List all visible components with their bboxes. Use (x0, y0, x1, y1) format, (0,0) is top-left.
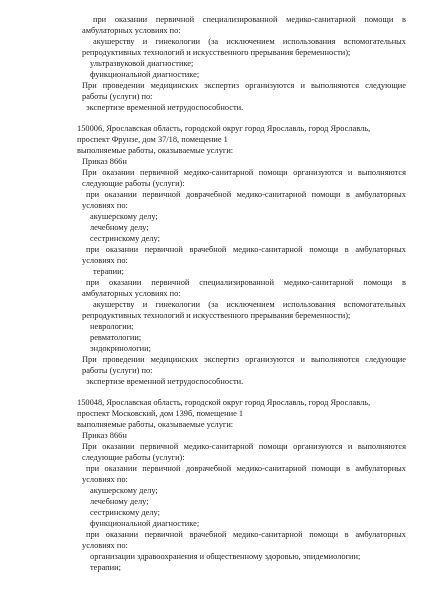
text-line: функциональной диагностике; (90, 519, 200, 528)
text-line: акушерскому делу; (90, 212, 158, 221)
text-line: сестринскому делу; (90, 508, 160, 517)
text-line: условиях по: (82, 201, 128, 210)
text-line: следующие работы (услуги): (82, 453, 185, 462)
text-line: При проведении медицинских экспертиз организуются и выполняются следующие (82, 81, 406, 90)
text-line: При оказании первичной медико-санитарной помощи организуются и выполняются (82, 168, 406, 177)
address-line: 150048, Ярославская область, городской округ город Ярославль, город Ярославль, (77, 398, 371, 407)
order-reference: Приказ 866н (82, 157, 127, 166)
text-line: амбулаторных условиях по: (82, 289, 181, 298)
text-line: акушерству и гинекологии (за исключением использования вспомогательных (93, 37, 406, 46)
text-line: при оказании первичной специализированной медико-санитарной помощи в (86, 278, 406, 287)
text-line: ревматологии; (90, 333, 142, 342)
text-line: терапии; (93, 267, 124, 276)
text-line: акушерству и гинекологии (за исключением использования вспомогательных (93, 300, 406, 309)
text-line: экспертизе временной нетрудоспособности. (86, 377, 244, 386)
text-line: неврологии; (90, 322, 134, 331)
text-line: условиях по: (82, 475, 128, 484)
text-line: при оказании первичной врачебной медико-санитарной помощи в амбулаторных (86, 245, 406, 254)
text-line: При оказании первичной медико-санитарной помощи организуются и выполняются (82, 442, 406, 451)
text-line: выполняемые работы, оказываемые услуги: (77, 146, 234, 155)
text-line: при оказании первичной врачебной медико-санитарной помощи в амбулаторных (86, 530, 406, 539)
text-line: репродуктивных технологий и искусственного прерывания беременности); (82, 311, 351, 320)
text-line: условиях по: (82, 541, 128, 550)
text-line: акушерскому делу; (90, 486, 158, 495)
address-line: проспект Московский, дом 139б, помещение 1 (77, 409, 244, 418)
text-line: экспертизе временной нетрудоспособности. (86, 103, 244, 112)
text-line: амбулаторных условиях по: (82, 26, 181, 35)
text-line: работы (услуги) по: (82, 92, 153, 101)
text-line: терапии; (90, 563, 121, 572)
text-line: работы (услуги) по: (82, 366, 153, 375)
text-line: При проведении медицинских экспертиз организуются и выполняются следующие (82, 355, 406, 364)
text-line: при оказании первичной специализированной медико-санитарной помощи в (93, 15, 406, 24)
text-line: лечебному делу; (90, 223, 149, 232)
address-line: 150006, Ярославская область, городской округ город Ярославль, город Ярославль, (77, 124, 371, 133)
text-line: выполняемые работы, оказываемые услуги: (77, 420, 234, 429)
text-line: сестринскому делу; (90, 234, 160, 243)
text-line: при оказании первичной доврачебной медико-санитарной помощи в амбулаторных (86, 464, 406, 473)
text-line: следующие работы (услуги): (82, 179, 185, 188)
text-line: организации здравоохранения и общественному здоровью, эпидемиологии; (90, 552, 361, 561)
text-line: функциональной диагностике; (90, 70, 200, 79)
text-line: при оказании первичной доврачебной медико-санитарной помощи в амбулаторных (86, 190, 406, 199)
text-line: лечебному делу; (90, 497, 149, 506)
text-line: ультразвуковой диагностике; (90, 59, 194, 68)
text-line: условиях по: (82, 256, 128, 265)
text-line: эндокринологии; (90, 344, 151, 353)
order-reference: Приказ 866н (82, 431, 127, 440)
text-line: репродуктивных технологий и искусственного прерывания беременности); (82, 48, 351, 57)
address-line: проспект Фрунзе, дом 37/18, помещение 1 (77, 135, 228, 144)
